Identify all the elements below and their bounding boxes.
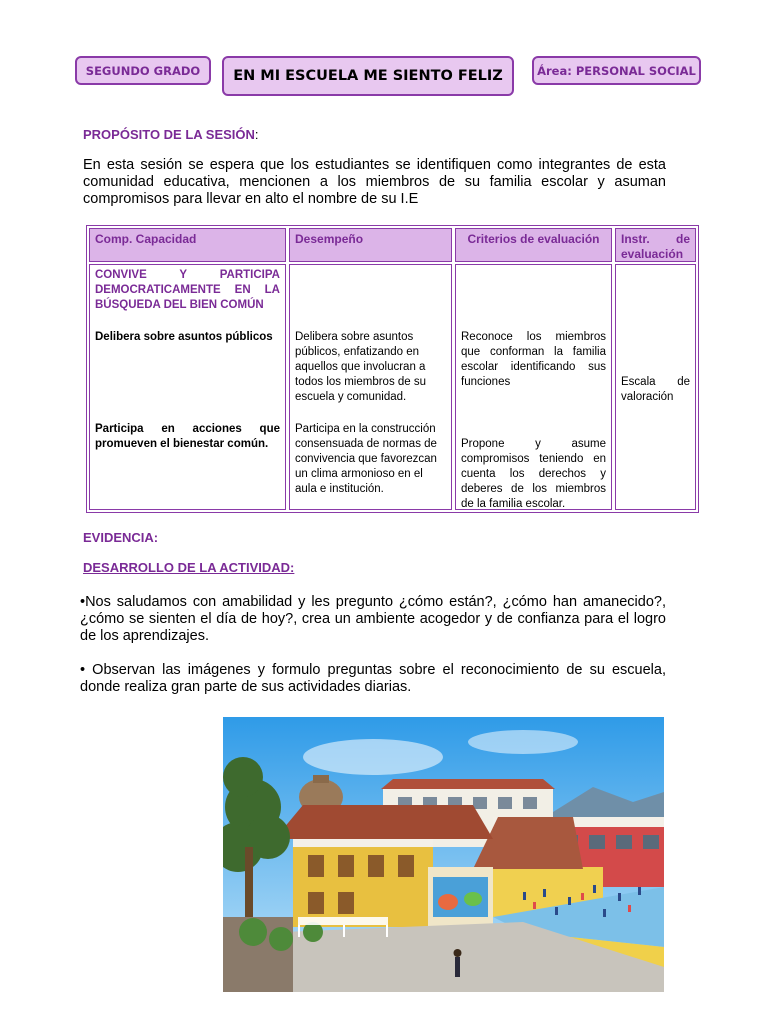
evidence-heading: EVIDENCIA: (83, 530, 159, 545)
purpose-heading (83, 127, 259, 142)
criteria-cell (455, 264, 612, 510)
activity-bullet-2: • Observan las imágenes y formulo preguntas sobre el reconocimiento de su escuela, donde realiza gran parte de sus actividades diarias. (80, 662, 666, 695)
performance-cell (289, 264, 452, 510)
instrument-cell (615, 264, 696, 510)
capacity-2: Participa en acciones que promueven el bienestar común. (95, 423, 280, 450)
capacity-1: Delibera sobre asuntos públicos (95, 331, 273, 343)
activity-bullet-1: •Nos saludamos con amabilidad y les pregunto ¿cómo están?, ¿cómo han amanecido?, ¿cómo se sienten el día de hoy?, crea un ambiente acogedor y de confianza para el logro de los aprendizajes. (80, 594, 666, 644)
purpose-heading-text: PROPÓSITO DE LA SESIÓN (83, 127, 255, 142)
school-photo (223, 717, 664, 992)
criteria-2: Propone y asume compromisos teniendo en cuenta los derechos y deberes de los miembros de la familia escolar. (461, 438, 606, 510)
purpose-heading-colon: : (254, 127, 259, 142)
evaluation-table (86, 225, 699, 513)
school-illustration (223, 717, 664, 992)
header-instrument: Instr. de evaluación (615, 228, 696, 262)
purpose-text: En esta sesión se espera que los estudiantes se identifiquen como integrantes de esta comunidad educativa, mencionen a los miembros de su familia escolar y asuman compromisos para llevar en alto el nombre de su I.E (83, 157, 666, 207)
competence-cell (89, 264, 286, 510)
performance-1: Delibera sobre asuntos públicos, enfatizando en aquellos que involucran a todos los miembros de su escuela y comunidad. (295, 331, 427, 403)
session-title: EN MI ESCUELA ME SIENTO FELIZ (222, 56, 514, 96)
grade-label: SEGUNDO GRADO (75, 56, 211, 85)
instrument-text: Escala de valoración (621, 376, 690, 403)
header-criteria: Criterios de evaluación (455, 228, 612, 262)
development-heading: DESARROLLO DE LA ACTIVIDAD: (83, 560, 295, 575)
competence-text: CONVIVE Y PARTICIPA DEMOCRATICAMENTE EN LA BÚSQUEDA DEL BIEN COMÚN (95, 269, 280, 311)
area-label: Área: PERSONAL SOCIAL (532, 56, 701, 85)
header-competence: Comp. Capacidad (89, 228, 286, 262)
performance-2: Participa en la construcción consensuada de normas de convivencia que favorezcan un clima armonioso en el aula e institución. (295, 423, 437, 495)
header-performance: Desempeño (289, 228, 452, 262)
criteria-1: Reconoce los miembros que conforman la familia escolar identificando sus funciones (461, 331, 606, 388)
